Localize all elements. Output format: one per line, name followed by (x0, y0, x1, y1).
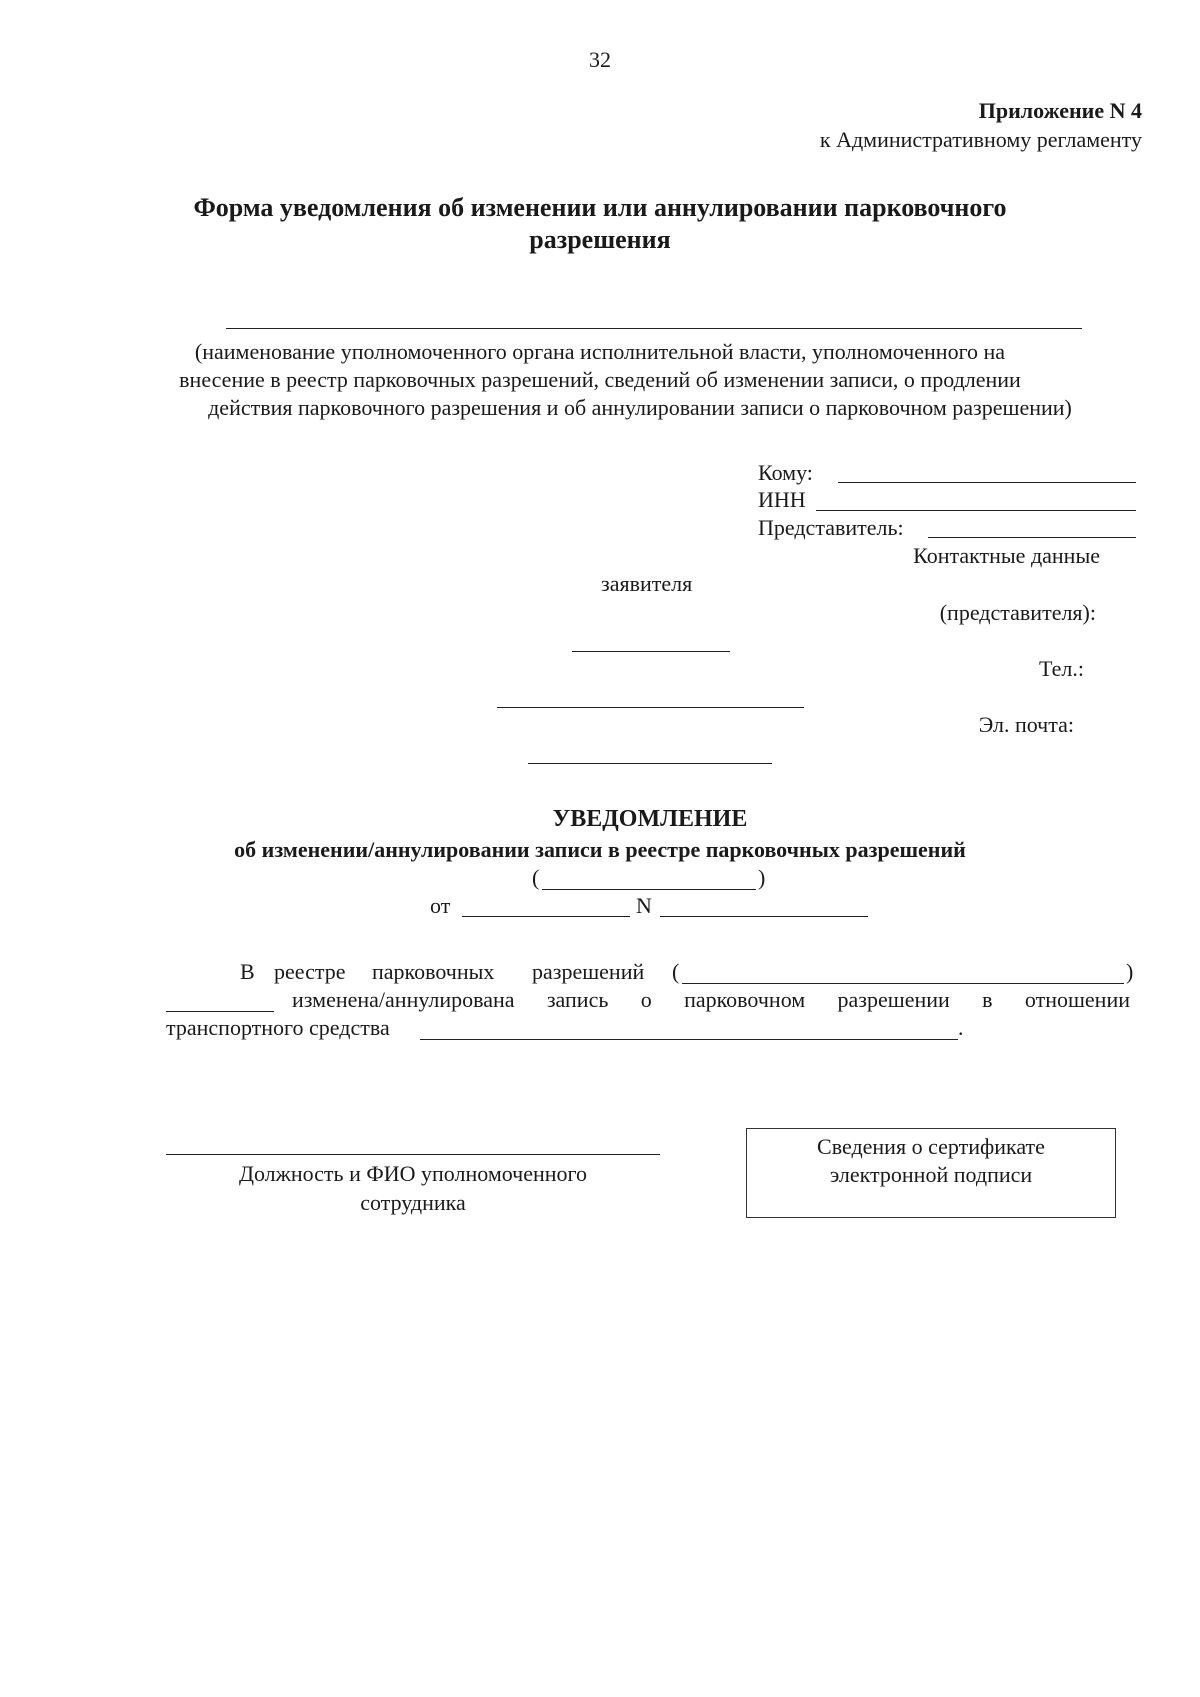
contact-representative-label: (представителя): (939, 600, 1096, 625)
body-word-2: реестре (274, 959, 346, 984)
authority-name-line (226, 328, 1082, 329)
date-label: от (430, 893, 451, 918)
signature-caption-line2: сотрудника (360, 1190, 466, 1215)
annex-number: Приложение N 4 (978, 98, 1142, 123)
inn-field-line (816, 510, 1136, 511)
register-paren-close: ) (758, 865, 766, 890)
number-label: N (636, 893, 652, 918)
number-field-line (660, 916, 868, 917)
body-line-2: изменена/аннулирована запись о парковочном разрешении в отношении (292, 987, 1130, 1012)
form-title-line2: разрешения (529, 225, 671, 254)
phone-label: Тел.: (1039, 656, 1084, 681)
page-number: 32 (589, 47, 611, 72)
date-field-line (462, 916, 630, 917)
contact-data-label: Контактные данные (913, 543, 1100, 568)
to-label: Кому: (758, 460, 813, 485)
form-title-line1: Форма уведомления об изменении или аннулировании парковочного (193, 193, 1007, 222)
register-name-line (542, 889, 756, 890)
authority-caption-line3: действия парковочного разрешения и об аннулировании записи о парковочном разрешении) (208, 395, 1072, 420)
representative-label: Представитель: (758, 515, 904, 540)
vehicle-field-line (420, 1039, 958, 1040)
annex-reference: к Административному регламенту (819, 127, 1142, 152)
notice-heading: УВЕДОМЛЕНИЕ (552, 806, 748, 832)
certificate-line2: электронной подписи (829, 1162, 1033, 1187)
authority-caption-line2: внесение в реестр парковочных разрешений, сведений об изменении записи, о продлении (179, 367, 1021, 392)
body-line-3: транспортного средства (166, 1015, 390, 1040)
notice-subheading: об изменении/аннулировании записи в реестре парковочных разрешений (234, 837, 966, 862)
body-register-line (682, 983, 1124, 984)
body-record-line (166, 1011, 274, 1012)
body-word-1: В (240, 959, 255, 984)
representative-field-line (928, 537, 1136, 538)
signature-line (166, 1154, 660, 1155)
body-word-4: разрешений (532, 959, 645, 984)
body-paren-close: ) (1126, 959, 1134, 984)
body-paren-open: ( (672, 959, 680, 984)
body-word-3: парковочных (372, 959, 495, 984)
authority-caption-line1: (наименование уполномоченного органа исполнительной власти, уполномоченного на (194, 339, 1006, 364)
to-field-line (838, 482, 1136, 483)
email-field-line (528, 763, 772, 764)
body-period: . (958, 1015, 964, 1040)
certificate-box (746, 1128, 1116, 1218)
signature-caption-line1: Должность и ФИО уполномоченного (238, 1161, 588, 1186)
certificate-line1: Сведения о сертификате (817, 1134, 1045, 1159)
email-label: Эл. почта: (978, 712, 1074, 737)
phone-field-line (497, 707, 804, 708)
contact-applicant-label: заявителя (601, 571, 693, 596)
inn-label: ИНН (758, 487, 806, 512)
contact-field-line (572, 651, 730, 652)
register-paren-open: ( (532, 865, 540, 890)
